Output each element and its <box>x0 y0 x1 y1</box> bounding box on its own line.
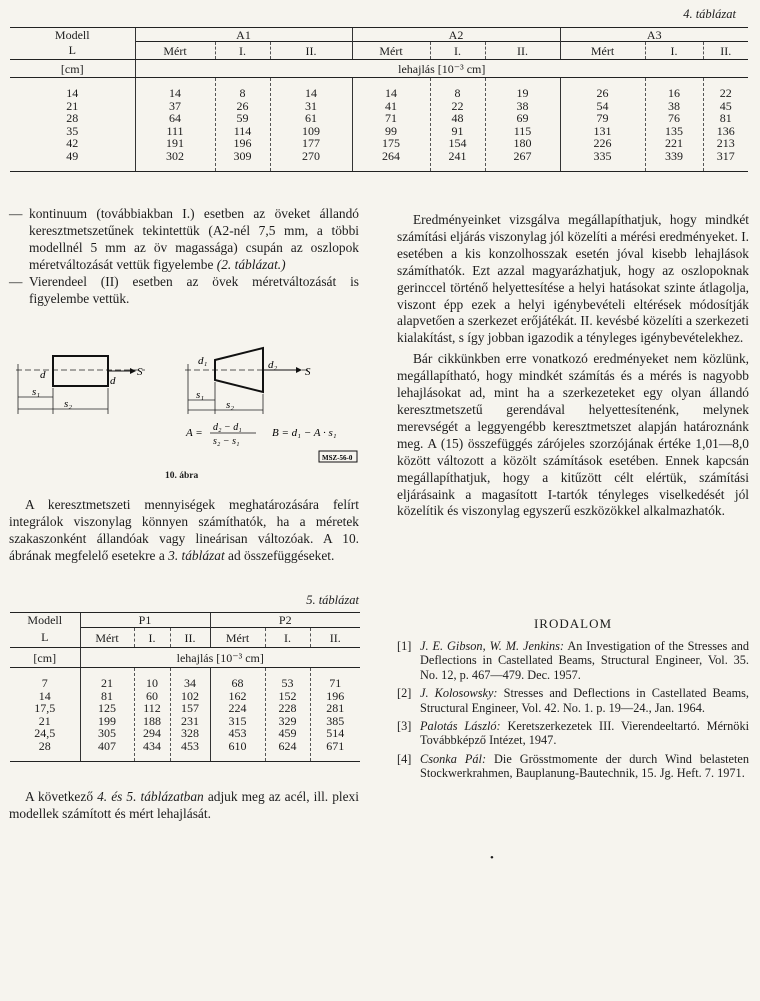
reference-item <box>397 752 749 781</box>
paragraph-text: adjuk meg az acél, ill. plexi modellek számított és mért lehajlását. <box>9 789 359 821</box>
table4-column: 14 41 71 99 175 264 <box>352 78 430 172</box>
table5-subcol: II. <box>310 628 360 648</box>
formula-B: B = d₁ − A · s₁ <box>272 427 337 439</box>
table4-column: 8 22 48 91 154 241 <box>430 78 485 172</box>
table4-column: 22 45 81 136 213 317 <box>703 78 748 172</box>
table5-lehajlas-header: lehajlás [10⁻³ cm] <box>80 648 360 668</box>
figure-10-diagram <box>10 342 360 467</box>
table5-column: 10 60 112 188 294 434 <box>134 668 170 762</box>
table5-subcol: I. <box>265 628 310 648</box>
label-d2: d₂ <box>268 359 278 371</box>
method-item-vierendeel <box>9 274 359 308</box>
reference-number: [4] <box>397 751 412 766</box>
table5-column: 71 196 281 385 514 671 <box>310 668 360 762</box>
reference-text: Stresses and Deflections in Castellated Beams, Structural Engineer, Vol. 42. No. 1. p. 19—24., Jan. 1964. <box>420 686 749 715</box>
paragraph-text: A keresztmetszeti mennyiségek meghatározására felírt integrálok viszonylag könnyen számíthatók, ha a méretek szakaszonként állandóak vagy lineárisan változóak. A 10. ábrának megfelelő esetekre a <box>9 497 359 563</box>
paragraph-text: ad összefüggéseket. <box>228 547 335 563</box>
table4-column: 16 38 76 135 221 339 <box>645 78 703 172</box>
label-s1: s₁ <box>196 389 205 401</box>
table4-subcol: I. <box>430 42 485 60</box>
conclusion-paragraph: Bár cikkünkben erre vonatkozó eredményeket nem közlünk, megállapítható, hogy mindkét számítás és a mérés is nagyobb lehajlásokat ad, mint ha a szerkezeteket egy olyan állandó keresztmetszetű gerendával helyettesítenénk, melynek merevségét a leggyengébb keresztmetszet alapján határoznánk meg. A (15) összefüggés zárójeles szorzójának értéke 1,01—8,0 között változott a közölt számítások esetében. Ennek kapcsán megállapíthatjuk, hogy a kitűzött célt elértük, számítási eljárásaink a magasított I-tartók tényleges viselkedését jól közelítik és viszonylag egyszerű eszközökkel alkalmazhatók. <box>397 351 749 519</box>
list-dash: — <box>9 273 23 289</box>
table4-group-header: A1 <box>135 28 352 42</box>
label-S: S <box>305 366 311 378</box>
table4-subcol: I. <box>215 42 270 60</box>
label-d: d <box>40 369 46 381</box>
table-reference: 4. és 5. táblázatban <box>97 789 204 804</box>
label-s2: s₂ <box>64 398 73 410</box>
reference-number: [1] <box>397 639 412 653</box>
reference-text: Keretszerkezetek III. Vierendeeltartó. Mérnöki Továbbképző Intézet, 1947. <box>420 719 750 748</box>
table4-lehajlas-header: lehajlás [10⁻³ cm] <box>135 60 748 78</box>
reference-author: Csonka Pál: <box>420 751 487 766</box>
paragraph-tables-intro <box>9 789 359 823</box>
formula-A-denominator: s₂ − s₁ <box>213 436 240 447</box>
table5-subcol: Mért <box>80 628 134 648</box>
reference-item <box>397 686 749 715</box>
table4-subcol: I. <box>645 42 703 60</box>
table4-subcol: II. <box>703 42 748 60</box>
table4-column: 19 38 69 115 180 267 <box>485 78 560 172</box>
table4 <box>10 27 748 172</box>
results-paragraph: Eredményeinket vizsgálva megállapíthatjuk, hogy mindkét számítási eljárás viszonylag jól közelíti a mérési eredményeket. I. esetében a kis konzolhosszak esetén jóval kisebb lehajlások számíthatók. Ezt azzal magyarázhatjuk, hogy az oszlopoknak gerinccel történő helyettesítése a helyi hatásokat szinte átlagolja, viszont épp ezek a helyi igénybevételi eltérések módosítják alapvetően a szerkezet erőjátékát. II. kevésbé közelíti a szerkezeti kialakítást, s így jobban igazodik a tényleges igénybevételekhez. <box>397 212 749 346</box>
table5-group-header: P1 <box>80 613 210 628</box>
method-item-text: kontinuum (továbbiakban I.) esetben az öveket állandó keresztmetszetűnek tekintettük (A2-nél 7,5 mm, a többi modellnél 5 mm az öv magassága) csupán az oszlopok méretváltozását vettük figyelembe <box>29 206 359 272</box>
table5-subcol: Mért <box>210 628 265 648</box>
method-list <box>9 206 359 307</box>
reference-item <box>397 639 749 682</box>
table4-group-header: A3 <box>560 28 748 42</box>
formula-A-label: A = <box>186 427 203 439</box>
table5-column: 68 162 224 315 453 610 <box>210 668 265 762</box>
reference-item <box>397 719 749 748</box>
figure-10 <box>10 342 360 487</box>
paragraph-text: A következő <box>25 789 94 804</box>
paragraph-cross-section <box>9 497 359 565</box>
label-s1: s₁ <box>32 386 41 398</box>
label-d1: d₁ <box>198 355 208 367</box>
table-reference: 3. táblázat <box>168 547 225 563</box>
table5-column: 53 152 228 329 459 624 <box>265 668 310 762</box>
reference-number: [3] <box>397 719 412 734</box>
table4-subcol: II. <box>485 42 560 60</box>
table5-subcol: II. <box>170 628 210 648</box>
reference-text: An Investigation of the Stresses and Deflections in Castellated Beams, Structural Engineer, Vol. 35. No. 12, p. 467—479. Dec. 1957. <box>420 639 749 682</box>
table5-group-header: P2 <box>210 613 360 628</box>
label-S: S <box>137 366 143 378</box>
references-heading: IRODALOM <box>533 616 613 631</box>
table4-group-header: A2 <box>352 28 560 42</box>
list-dash: — <box>9 206 23 221</box>
table5-model-header: Modell <box>10 613 80 628</box>
reference-author: J. Kolosowsky: <box>420 686 498 701</box>
table4-column: 14 31 61 109 177 270 <box>270 78 352 172</box>
reference-author: J. E. Gibson, W. M. Jenkins: <box>420 639 565 653</box>
table5-L-values: 7 14 17,5 21 24,5 28 <box>10 668 80 762</box>
table5-column: 21 81 125 199 305 407 <box>80 668 134 762</box>
table-reference: (2. táblázat.) <box>216 256 286 272</box>
table5-column: 34 102 157 231 328 453 <box>170 668 210 762</box>
table5-L-header: L <box>10 628 80 648</box>
table4-caption: 4. táblázat <box>683 7 736 21</box>
table4-subcol: Mért <box>560 42 645 60</box>
reference-number: [2] <box>397 686 412 701</box>
table4-subcol: Mért <box>135 42 215 60</box>
references-list <box>397 639 749 785</box>
table4-column: 8 26 59 114 196 309 <box>215 78 270 172</box>
table4-unit: [cm] <box>10 60 135 78</box>
table4-L-values: 14 21 28 35 42 49 <box>10 78 135 172</box>
formula-A-numerator: d₂ − d₁ <box>213 422 242 433</box>
label-d: d <box>110 375 116 387</box>
method-item-text: Vierendeel (II) esetben az övek méretváltozását is figyelembe vettük. <box>29 273 359 306</box>
table5-subcol: I. <box>134 628 170 648</box>
table4-model-header: Modell <box>10 28 135 42</box>
reference-author: Palotás László: <box>420 719 501 734</box>
figure-stamp: MSZ-56-0 <box>322 454 353 462</box>
footer-mark: • <box>490 852 494 864</box>
table4-subcol: Mért <box>352 42 430 60</box>
table4-subcol: II. <box>270 42 352 60</box>
label-s2: s₂ <box>226 399 235 411</box>
figure-caption: 10. ábra <box>165 471 199 481</box>
table5 <box>10 612 360 762</box>
results-section <box>397 212 749 520</box>
table4-column: 14 37 64 111 191 302 <box>135 78 215 172</box>
table4-column: 26 54 79 131 226 335 <box>560 78 645 172</box>
table5-caption: 5. táblázat <box>306 593 359 607</box>
table5-unit: [cm] <box>10 648 80 668</box>
method-item-continuum <box>9 206 359 274</box>
reference-text: Die Grösstmomente der durch Wind belasteten Stockwerkrahmen, Bauplanung-Bautechnik, 15. Jg. Heft. 7. 1971. <box>420 751 750 781</box>
table4-L-header: L <box>10 42 135 60</box>
